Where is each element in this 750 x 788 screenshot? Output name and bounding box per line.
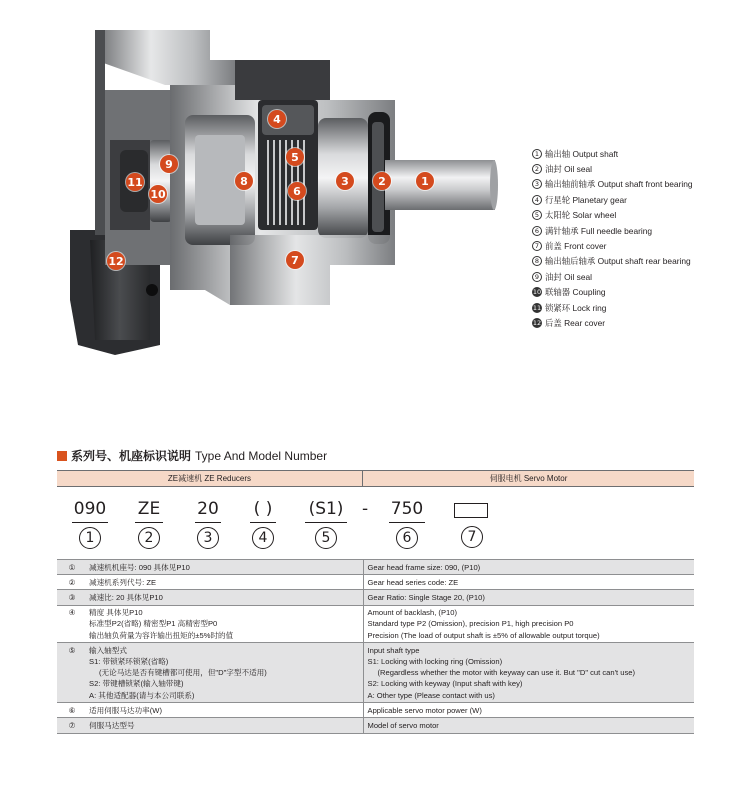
table-row bbox=[57, 703, 694, 718]
row-number: ⑤ bbox=[57, 643, 87, 703]
legend-en: Output shaft rear bearing bbox=[597, 256, 691, 267]
row-cn-line: S2: 带键槽锁紧(输入轴带键) bbox=[89, 679, 184, 689]
row-en bbox=[363, 590, 694, 605]
code-number: 1 bbox=[79, 527, 101, 549]
code-number: 2 bbox=[138, 527, 160, 549]
row-en-line: (Regardless whether the motor with keyway can use it. But "D" cut can't use) bbox=[377, 668, 636, 678]
code-value: ( ) bbox=[253, 499, 273, 519]
code-number: 3 bbox=[197, 527, 219, 549]
row-en-line: Model of servo motor bbox=[367, 720, 439, 730]
legend-en: Coupling bbox=[572, 287, 606, 298]
model-code-motor-power bbox=[387, 499, 427, 549]
legend-item bbox=[532, 315, 747, 330]
row-number: ② bbox=[57, 575, 87, 590]
row-en bbox=[363, 575, 694, 590]
legend-en: Front cover bbox=[564, 241, 607, 252]
code-number: 6 bbox=[396, 527, 418, 549]
table-row bbox=[57, 575, 694, 590]
legend-item bbox=[532, 300, 747, 315]
row-en bbox=[363, 643, 694, 703]
code-number: 5 bbox=[315, 527, 337, 549]
legend-en: Planetary gear bbox=[572, 194, 627, 205]
code-number: 7 bbox=[461, 526, 483, 548]
part-marker-9: 9 bbox=[160, 155, 178, 173]
legend-number: 5 bbox=[532, 210, 542, 220]
row-en bbox=[363, 560, 694, 575]
table-row bbox=[57, 643, 694, 703]
legend-cn: 联轴器 bbox=[545, 287, 571, 298]
row-cn-line: S1: 带锁紧环锁紧(省略) bbox=[89, 656, 169, 666]
legend-item bbox=[532, 269, 747, 284]
row-cn bbox=[87, 703, 363, 718]
legend-number: 7 bbox=[532, 241, 542, 251]
model-code-series bbox=[134, 499, 164, 549]
legend-number: 3 bbox=[532, 179, 542, 189]
row-cn bbox=[87, 643, 363, 703]
row-number: ⑦ bbox=[57, 718, 87, 733]
code-underline bbox=[195, 522, 221, 523]
table-row bbox=[57, 605, 694, 643]
legend-number: 6 bbox=[532, 226, 542, 236]
part-marker-8: 8 bbox=[235, 172, 253, 190]
row-en bbox=[363, 605, 694, 643]
row-en-line: Precision (The load of output shaft is ±5% of allowable output torque) bbox=[367, 630, 600, 640]
model-code-motor-model bbox=[454, 526, 490, 548]
row-en bbox=[363, 718, 694, 733]
row-cn bbox=[87, 605, 363, 643]
table-row bbox=[57, 590, 694, 605]
row-cn-line: 精度 具体见P10 bbox=[89, 608, 143, 618]
legend-en: Output shaft front bearing bbox=[597, 179, 693, 190]
row-cn-line: 标准型P2(省略) 精密型P1 高精密型P0 bbox=[89, 619, 218, 629]
part-marker-12: 12 bbox=[107, 252, 125, 270]
legend-cn: 前盖 bbox=[545, 241, 562, 252]
table-row bbox=[57, 560, 694, 575]
legend-item bbox=[532, 208, 747, 223]
legend-en: Oil seal bbox=[564, 164, 593, 175]
legend-en: Rear cover bbox=[564, 317, 606, 328]
row-en bbox=[363, 703, 694, 718]
legend-en: Lock ring bbox=[572, 302, 607, 313]
row-number: ③ bbox=[57, 590, 87, 605]
row-en-line: Gear Ratio: Single Stage 20, (P10) bbox=[367, 592, 485, 602]
legend-cn: 输出轴后轴承 bbox=[545, 256, 596, 267]
part-marker-11: 11 bbox=[126, 173, 144, 191]
section-title-cn: 系列号、机座标识说明 bbox=[71, 449, 192, 463]
row-cn-line: 减速机机座号: 090 具体见P10 bbox=[89, 562, 190, 572]
legend-cn: 油封 bbox=[545, 164, 562, 175]
row-en-line: Gear head frame size: 090, (P10) bbox=[367, 562, 481, 572]
legend-number: 4 bbox=[532, 195, 542, 205]
header-reducers: ZE减速机 ZE Reducers bbox=[57, 471, 363, 486]
legend-item bbox=[532, 146, 747, 161]
legend-item bbox=[532, 177, 747, 192]
part-marker-4: 4 bbox=[268, 110, 286, 128]
row-en-line: S2: Locking with keyway (Input shaft with key) bbox=[367, 679, 523, 689]
row-cn-line: 输入轴型式 bbox=[89, 645, 127, 655]
row-en-line: Gear head series code: ZE bbox=[367, 577, 459, 587]
row-en-line: Applicable servo motor power (W) bbox=[367, 705, 482, 715]
part-marker-5: 5 bbox=[286, 148, 304, 166]
legend-number: 12 bbox=[532, 318, 542, 327]
legend-cn: 输出轴前轴承 bbox=[545, 179, 596, 190]
code-underline bbox=[72, 522, 108, 523]
code-value: 20 bbox=[197, 499, 219, 519]
part-marker-6: 6 bbox=[288, 182, 306, 200]
row-number: ④ bbox=[57, 605, 87, 643]
code-underline bbox=[389, 522, 425, 523]
legend-number: 1 bbox=[532, 149, 542, 159]
section-title-en: Type And Model Number bbox=[195, 448, 328, 463]
gearbox-cutaway-illustration bbox=[0, 0, 520, 400]
code-underline bbox=[305, 522, 347, 523]
row-number: ① bbox=[57, 560, 87, 575]
motor-model-box bbox=[454, 503, 488, 518]
row-en-line: Amount of backlash, (P10) bbox=[367, 608, 457, 618]
code-underline bbox=[250, 522, 276, 523]
row-cn bbox=[87, 560, 363, 575]
gearbox-drawing bbox=[0, 0, 520, 400]
row-en-line: Input shaft type bbox=[367, 645, 420, 655]
legend-cn: 输出轴 bbox=[545, 148, 571, 159]
row-cn-line: 减速机系列代号: ZE bbox=[89, 577, 157, 587]
code-value: 750 bbox=[390, 499, 424, 519]
model-code-frame-size bbox=[72, 499, 108, 549]
legend-en: Output shaft bbox=[572, 148, 619, 159]
row-cn-line: 适用伺服马达功率(W) bbox=[89, 705, 162, 715]
row-cn bbox=[87, 590, 363, 605]
legend-item bbox=[532, 192, 747, 207]
code-number: 4 bbox=[252, 527, 274, 549]
model-code-input-shaft bbox=[303, 499, 349, 549]
legend-number: 2 bbox=[532, 164, 542, 174]
header-servo-motor: 伺服电机 Servo Motor bbox=[489, 474, 568, 483]
part-marker-3: 3 bbox=[336, 172, 354, 190]
parts-legend bbox=[532, 146, 747, 331]
legend-item bbox=[532, 238, 747, 253]
row-cn bbox=[87, 575, 363, 590]
legend-item bbox=[532, 254, 747, 269]
legend-cn: 满针轴承 bbox=[545, 225, 579, 236]
row-cn-line: 减速比: 20 具体见P10 bbox=[89, 592, 163, 602]
spec-table bbox=[57, 559, 694, 734]
legend-cn: 太阳轮 bbox=[545, 210, 571, 221]
legend-cn: 油封 bbox=[545, 271, 562, 282]
model-code-ratio bbox=[193, 499, 223, 549]
legend-item bbox=[532, 161, 747, 176]
row-number: ⑥ bbox=[57, 703, 87, 718]
row-cn-line: (无论马达是否有键槽都可使用，但"D"字型不适用) bbox=[99, 668, 267, 678]
row-cn bbox=[87, 718, 363, 733]
legend-en: Oil seal bbox=[564, 271, 593, 282]
code-value: 090 bbox=[73, 499, 107, 519]
code-value: ZE bbox=[137, 499, 161, 519]
legend-cn: 后盖 bbox=[545, 317, 562, 328]
row-en-line: Standard type P2 (Omission), precision P1, high precision P0 bbox=[367, 619, 574, 629]
legend-number: 10 bbox=[532, 288, 542, 297]
legend-cn: 锁紧环 bbox=[545, 302, 571, 313]
legend-number: 9 bbox=[532, 272, 542, 282]
legend-number: 11 bbox=[532, 303, 542, 312]
legend-cn: 行星轮 bbox=[545, 194, 571, 205]
table-row bbox=[57, 718, 694, 733]
model-header-bar bbox=[57, 470, 694, 487]
model-code-backlash bbox=[248, 499, 278, 549]
row-en-line: S1: Locking with locking ring (Omission) bbox=[367, 656, 503, 666]
legend-item bbox=[532, 223, 747, 238]
part-marker-1: 1 bbox=[416, 172, 434, 190]
row-cn-line: 伺服马达型号 bbox=[89, 720, 135, 730]
legend-item bbox=[532, 285, 747, 300]
row-en-line: A: Other type (Please contact with us) bbox=[367, 690, 495, 700]
part-marker-2: 2 bbox=[373, 172, 391, 190]
part-marker-7: 7 bbox=[286, 251, 304, 269]
code-value: (S1) bbox=[308, 499, 344, 519]
row-cn-line: A: 其他适配器(请与本公司联系) bbox=[89, 690, 195, 700]
legend-en: Solar wheel bbox=[572, 210, 617, 221]
section-heading bbox=[57, 447, 327, 464]
legend-en: Full needle bearing bbox=[580, 225, 653, 236]
code-separator: - bbox=[362, 499, 369, 519]
part-marker-10: 10 bbox=[149, 185, 167, 203]
legend-number: 8 bbox=[532, 256, 542, 266]
code-underline bbox=[135, 522, 163, 523]
row-cn-line: 输出轴负荷量为容许输出扭矩的±5%时的值 bbox=[89, 630, 234, 640]
section-bullet-icon bbox=[57, 451, 67, 461]
